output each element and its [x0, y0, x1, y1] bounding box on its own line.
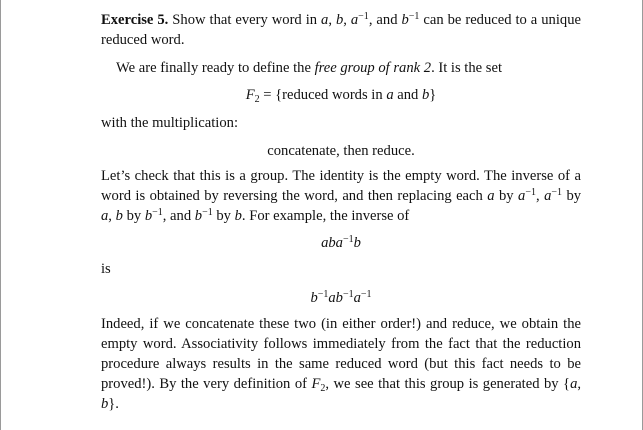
- symbol-b: b: [401, 12, 409, 28]
- paragraph-text: by: [499, 188, 514, 204]
- symbol-a: a: [321, 12, 329, 28]
- paragraph-text: }.: [108, 396, 119, 412]
- exponent: −1: [358, 11, 369, 22]
- paragraph-text: by: [126, 208, 142, 224]
- symbol-F: F: [245, 87, 255, 103]
- exponent: −1: [342, 234, 354, 245]
- subscript: 2: [254, 94, 260, 105]
- exercise-label: Exercise 5.: [101, 12, 169, 28]
- separator: ,: [328, 12, 332, 28]
- formula-text: and: [397, 87, 419, 103]
- word-part: b: [310, 290, 318, 306]
- defined-term: free group of rank 2: [314, 60, 432, 76]
- symbol-b: b: [335, 12, 344, 28]
- formula-text: = {reduced words in: [263, 87, 383, 103]
- set-formula: [101, 85, 581, 105]
- symbol-F: F: [311, 376, 321, 392]
- symbol-b: b: [194, 208, 203, 224]
- operation-statement: concatenate, then reduce.: [267, 143, 415, 159]
- symbol-a: a: [570, 376, 578, 392]
- separator: ,: [577, 376, 582, 392]
- paragraph-text: , we see that this group is generated by {: [325, 376, 571, 392]
- word-part: ab: [328, 290, 343, 306]
- word-part: b: [353, 235, 361, 251]
- separator: , and: [368, 12, 398, 28]
- exponent: −1: [317, 289, 329, 300]
- symbol-b: b: [422, 87, 430, 103]
- symbol-b: b: [115, 208, 123, 224]
- exponent: −1: [525, 187, 536, 198]
- symbol-b: b: [144, 208, 153, 224]
- subscript: 2: [320, 383, 326, 394]
- exercise-paragraph: [101, 10, 581, 50]
- symbol-a: a: [350, 12, 359, 28]
- exercise-text: can be reduced to a unique reduced word.: [101, 12, 581, 48]
- symbol-a: a: [101, 208, 109, 224]
- exponent: −1: [152, 207, 163, 218]
- multiplication-intro: with the multiplication:: [101, 115, 239, 131]
- paragraph-text: Indeed, if we concatenate these two (in either order!) and reduce, we obtain the empty word. Associativity follows immediately from the fact that the reduction procedure always results in the same reduced word (but this fact needs to be proved!). By the very definition of: [101, 316, 581, 392]
- word-part: aba: [321, 235, 343, 251]
- exponent: −1: [202, 207, 213, 218]
- symbol-b: b: [101, 396, 109, 412]
- exponent: −1: [408, 11, 420, 22]
- separator: ,: [535, 188, 540, 204]
- paragraph-text: by: [566, 188, 582, 204]
- paragraph-text: Let’s check that this is a group. The identity is the empty word. The inverse of a word is obtained by reversing the word, and then replacing each: [101, 168, 581, 204]
- formula-text: }: [429, 87, 437, 103]
- separator: ,: [343, 12, 347, 28]
- exercise-text: Show that every word in: [172, 12, 318, 28]
- is-label: is: [101, 261, 111, 277]
- paragraph-text: . For example, the inverse of: [241, 208, 410, 224]
- exponent: −1: [360, 289, 372, 300]
- inverse-word: [101, 288, 581, 308]
- symbol-b: b: [234, 208, 242, 224]
- conclusion-paragraph: [101, 314, 581, 414]
- symbol-a: a: [518, 188, 526, 204]
- separator: ,: [108, 208, 112, 224]
- paragraph-text: by: [216, 208, 231, 224]
- definition-text: . It is the set: [431, 60, 502, 76]
- word-part: a: [353, 290, 361, 306]
- group-check-paragraph: [101, 166, 581, 226]
- symbol-a: a: [386, 87, 394, 103]
- separator: , and: [162, 208, 192, 224]
- example-word: [101, 233, 581, 253]
- definition-text: We are finally ready to define the: [116, 60, 311, 76]
- symbol-a: a: [487, 188, 495, 204]
- symbol-a: a: [544, 188, 552, 204]
- exponent: −1: [551, 187, 562, 198]
- exponent: −1: [342, 289, 354, 300]
- definition-paragraph: [101, 58, 581, 78]
